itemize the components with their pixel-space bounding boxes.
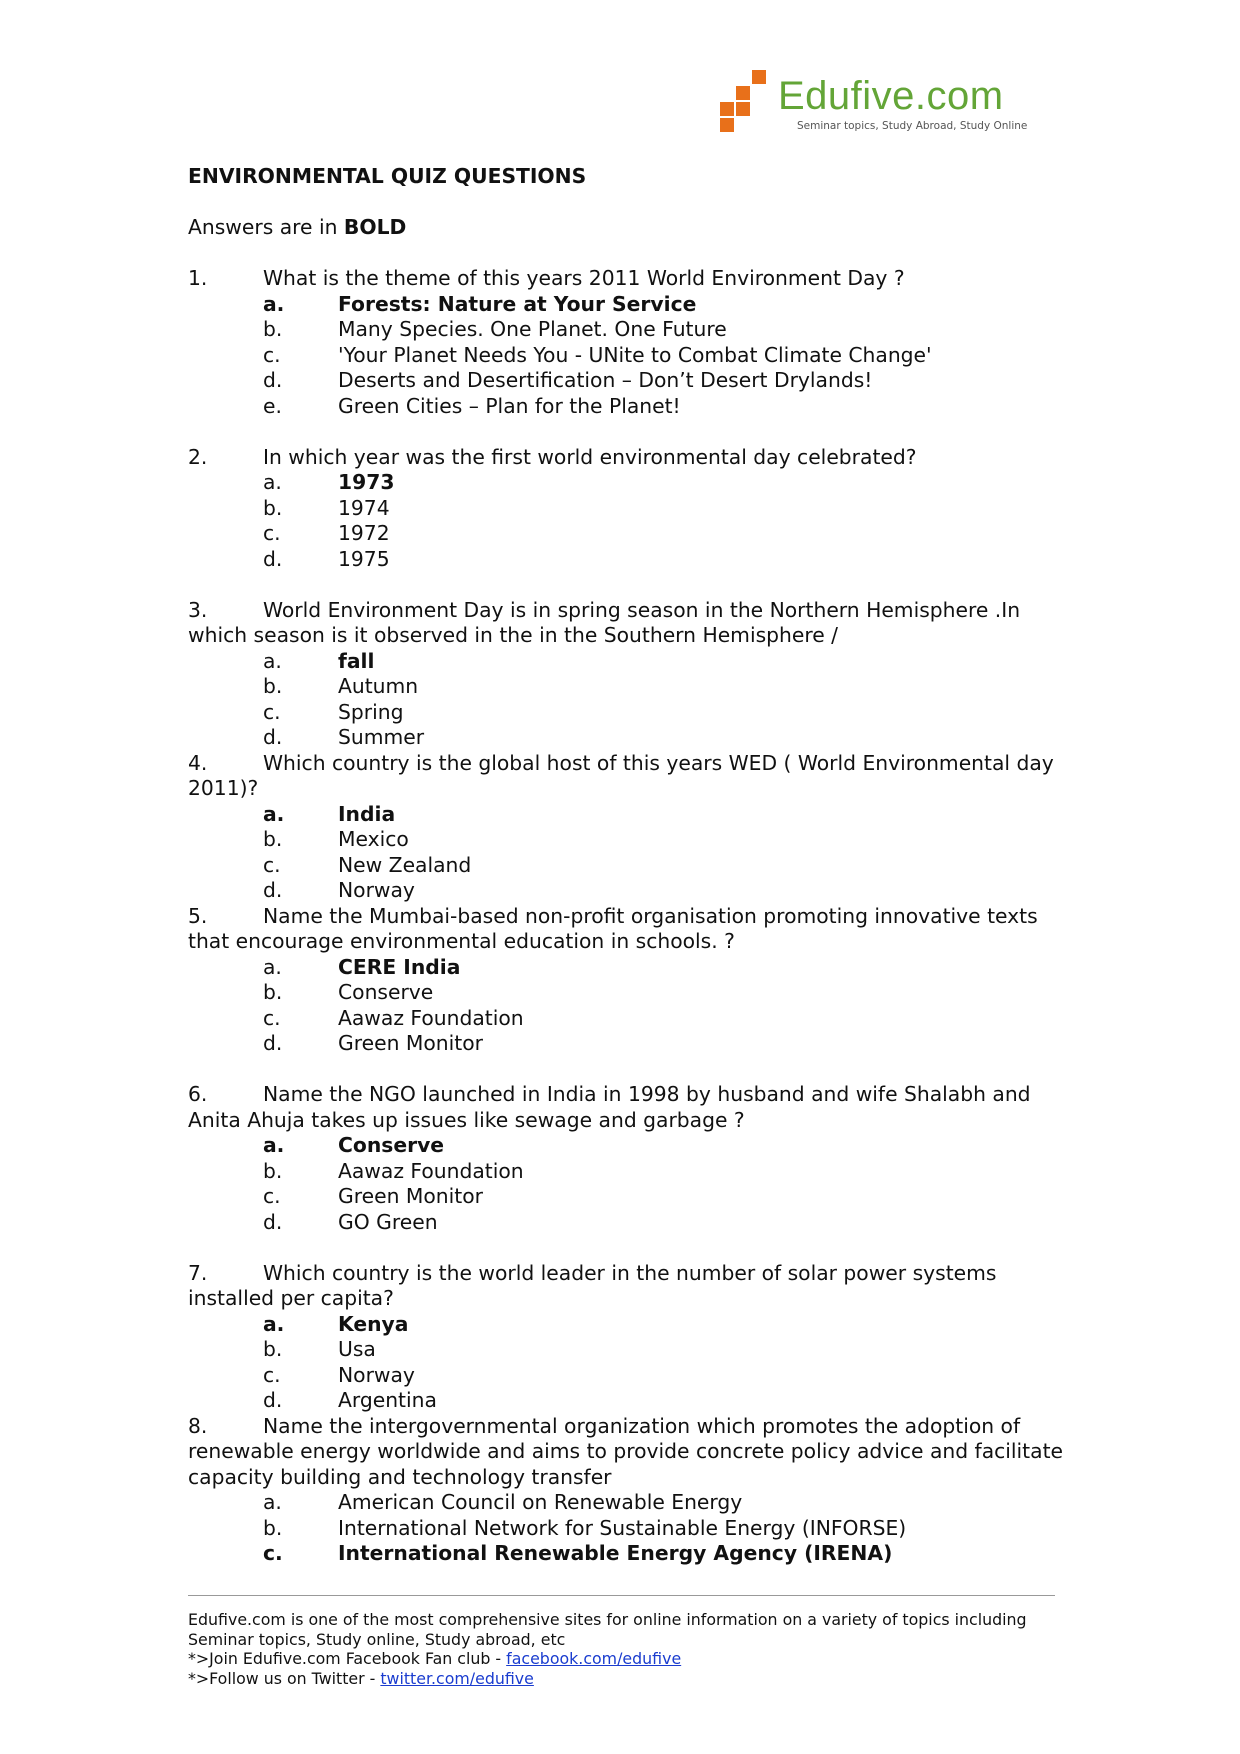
- q1-option-b: b. Many Species. One Planet. One Future: [263, 317, 727, 341]
- question-5: 5. Name the Mumbai-based non-profit organisation promoting innovative texts that encourage environmental education in schools. ?: [188, 903, 1038, 953]
- facebook-link[interactable]: facebook.com/edufive: [506, 1649, 682, 1668]
- question-6: 6. Name the NGO launched in India in 1998 by husband and wife Shalabh and Anita Ahuja takes up issues like sewage and garbage ?: [188, 1082, 1031, 1132]
- q3-option-b: b. Autumn: [263, 674, 419, 698]
- footer-facebook-line: *>Join Edufive.com Facebook Fan club - facebook.com/edufive: [188, 1649, 682, 1668]
- q8-option-a: a. American Council on Renewable Energy: [263, 1490, 743, 1514]
- q7-option-a: a. Kenya: [263, 1311, 409, 1336]
- q3-option-c: c. Spring: [263, 699, 404, 724]
- q2-option-a: a. 1973: [263, 470, 395, 494]
- q2-option-d: d. 1975: [263, 546, 390, 571]
- q7-option-d: d. Argentina: [263, 1388, 437, 1412]
- q1-option-e: e. Green Cities – Plan for the Planet!: [263, 393, 681, 418]
- footer-description: Edufive.com is one of the most comprehensive sites for online information on a variety of topics including Seminar topics, Study online, Study abroad, etc: [188, 1610, 1027, 1649]
- page-title: ENVIRONMENTAL QUIZ QUESTIONS: [188, 164, 587, 188]
- question-1: 1. What is the theme of this years 2011 World Environment Day ?: [188, 266, 905, 290]
- quiz-content: [188, 164, 1068, 1567]
- q3-option-a: a. fall: [263, 648, 375, 673]
- logo-tagline: Seminar topics, Study Abroad, Study Online: [797, 120, 1028, 132]
- q2-option-c: c. 1972: [263, 521, 390, 545]
- q5-option-a: a. CERE India: [263, 954, 461, 979]
- question-2: 2. In which year was the first world environmental day celebrated?: [188, 444, 917, 469]
- question-7: 7. Which country is the world leader in the number of solar power systems installed per capita?: [188, 1260, 997, 1310]
- q8-option-c: c. International Renewable Energy Agency (IRENA): [263, 1541, 893, 1565]
- q1-option-d: d. Deserts and Desertification – Don’t Desert Drylands!: [263, 368, 873, 392]
- edufive-logo: [720, 74, 1040, 136]
- q4-option-c: c. New Zealand: [263, 852, 472, 877]
- intro-text: Answers are in BOLD: [188, 215, 407, 239]
- page-footer: [188, 1595, 1055, 1688]
- q1-option-c: c. 'Your Planet Needs You - UNite to Combat Climate Change': [263, 342, 932, 367]
- q3-option-d: d. Summer: [263, 725, 425, 749]
- q6-option-b: b. Aawaz Foundation: [263, 1158, 524, 1183]
- q4-option-a: a. India: [263, 801, 396, 826]
- q5-option-b: b. Conserve: [263, 980, 434, 1004]
- footer-twitter-line: *>Follow us on Twitter - twitter.com/edufive: [188, 1668, 534, 1688]
- q4-option-b: b. Mexico: [263, 827, 409, 851]
- logo-square: [736, 86, 750, 100]
- q8-option-b: b. International Network for Sustainable Energy (INFORSE): [263, 1515, 907, 1540]
- q2-option-b: b. 1974: [263, 495, 390, 520]
- intro-bold: BOLD: [343, 215, 407, 239]
- logo-square: [752, 70, 766, 84]
- logo-square: [720, 118, 734, 132]
- logo-square: [736, 102, 750, 116]
- q6-option-a: a. Conserve: [263, 1133, 445, 1157]
- q6-option-d: d. GO Green: [263, 1209, 438, 1234]
- question-8: 8. Name the intergovernmental organization which promotes the adoption of renewable energy worldwide and aims to provide concrete policy advice and facilitate capacity building and technology transfer: [188, 1413, 1063, 1489]
- q4-option-d: d. Norway: [263, 878, 415, 902]
- question-3: 3. World Environment Day is in spring season in the Northern Hemisphere .In which season is it observed in the in the Southern Hemisphere /: [188, 597, 1021, 647]
- question-4: 4. Which country is the global host of this years WED ( World Environmental day 2011)?: [188, 750, 1054, 800]
- q5-option-d: d. Green Monitor: [263, 1031, 483, 1055]
- logo-square: [720, 102, 734, 116]
- q5-option-c: c. Aawaz Foundation: [263, 1005, 524, 1030]
- q7-option-c: c. Norway: [263, 1362, 415, 1387]
- q6-option-c: c. Green Monitor: [263, 1184, 483, 1208]
- twitter-link[interactable]: twitter.com/edufive: [380, 1668, 534, 1688]
- q1-option-a: a. Forests: Nature at Your Service: [263, 291, 697, 316]
- q7-option-b: b. Usa: [263, 1337, 376, 1361]
- logo-text: Edufive.com: [778, 74, 1004, 118]
